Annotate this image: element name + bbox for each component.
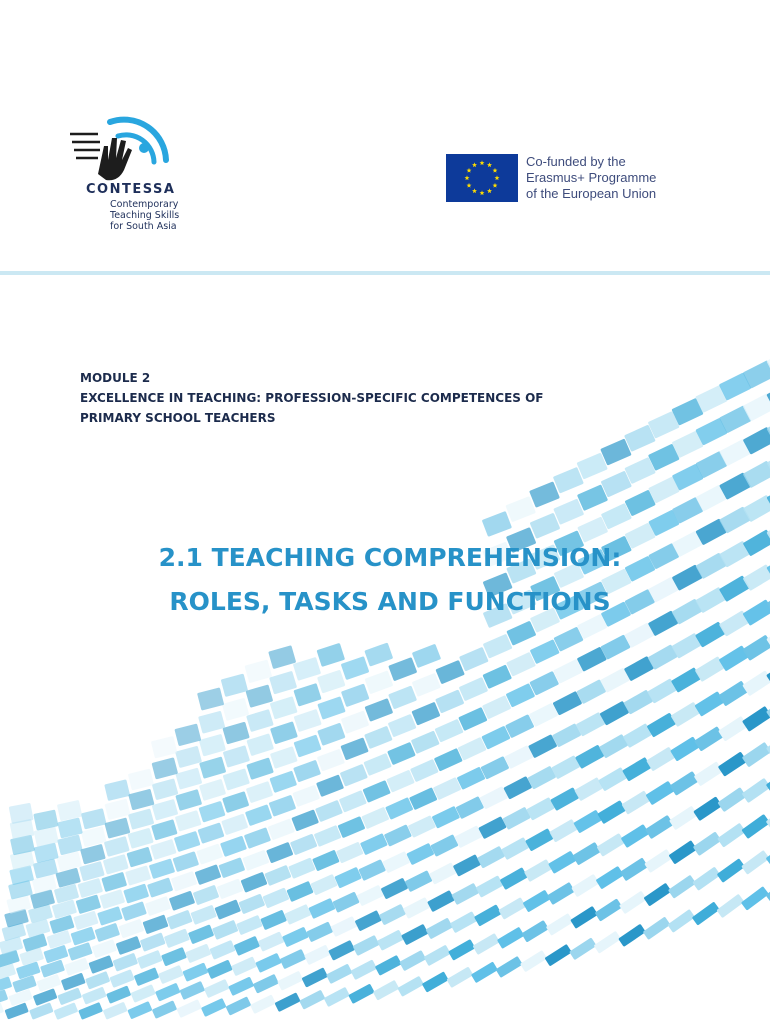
module-subtitle-line: PRIMARY SCHOOL TEACHERS xyxy=(80,411,276,425)
hand-with-signal-arcs-icon xyxy=(58,100,203,190)
eu-text-line: of the European Union xyxy=(526,186,657,201)
module-heading xyxy=(80,368,700,428)
contessa-name: CONTESSA xyxy=(86,182,176,197)
page-title xyxy=(60,536,720,624)
contessa-tagline xyxy=(110,199,205,232)
contessa-tagline-line: for South Asia xyxy=(110,221,177,232)
module-subtitle-line: EXCELLENCE IN TEACHING: PROFESSION-SPECIFIC COMPETENCES OF xyxy=(80,391,544,405)
eu-text-line: Erasmus+ Programme xyxy=(526,170,657,185)
page-title-line: ROLES, TASKS AND FUNCTIONS xyxy=(169,587,611,616)
header-divider xyxy=(0,271,770,275)
page-title-line: 2.1 TEACHING COMPREHENSION: xyxy=(158,543,622,572)
contessa-logo xyxy=(58,100,203,250)
eu-flag-icon xyxy=(446,154,518,202)
module-label: MODULE 2 xyxy=(80,371,151,385)
contessa-tagline-line: Teaching Skills xyxy=(110,210,180,221)
eu-cofunding-logo xyxy=(446,150,746,206)
eu-text-line: Co-funded by the xyxy=(526,154,626,169)
eu-cofunding-text xyxy=(526,154,656,202)
contessa-tagline-line: Contemporary xyxy=(110,199,179,210)
